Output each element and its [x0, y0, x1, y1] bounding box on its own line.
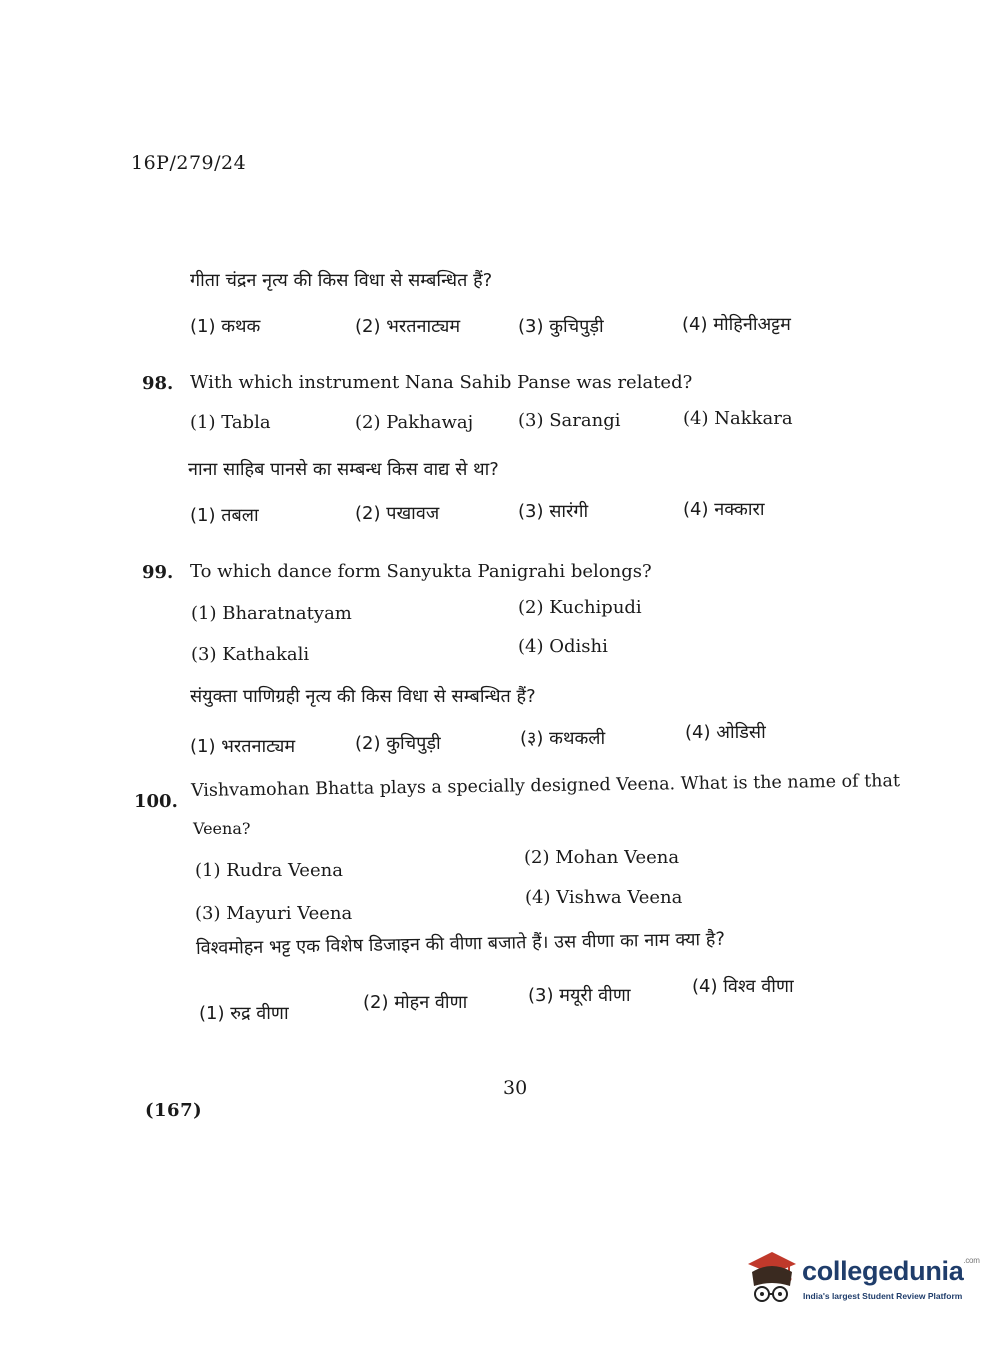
- q98-text: With which instrument Nana Sahib Panse was related?: [190, 372, 693, 393]
- q99-hi-option-4: (4) ओडिसी: [685, 722, 766, 743]
- q100-hi-option-2: (2) मोहन वीणा: [363, 992, 468, 1013]
- collegedunia-logo: [742, 1250, 980, 1312]
- q100-option-2: (2) Mohan Veena: [524, 847, 680, 868]
- q98-option-2: (2) Pakhawaj: [355, 412, 474, 433]
- q99-number: 99.: [142, 562, 174, 583]
- q100-number: 100.: [134, 791, 178, 812]
- q97-hi-option-3: (3) कुचिपुड़ी: [518, 316, 604, 337]
- mascot-icon: [742, 1250, 800, 1310]
- q97-hi-option-4: (4) मोहिनीअट्टम: [682, 314, 791, 335]
- q98-hi-option-1: (1) तबला: [190, 505, 259, 526]
- q100-text-line-1: Vishvamohan Bhatta plays a specially designed Veena. What is the name of that: [190, 771, 901, 801]
- q98-hi-option-3: (3) सारंगी: [518, 501, 589, 522]
- q100-option-1: (1) Rudra Veena: [195, 860, 343, 881]
- q97-hindi-text: गीता चंद्रन नृत्य की किस विधा से सम्बन्धित हैं?: [190, 270, 493, 291]
- q99-option-3: (3) Kathakali: [191, 644, 310, 665]
- q100-option-4: (4) Vishwa Veena: [525, 887, 683, 908]
- q97-hi-option-2: (2) भरतनाट्यम: [355, 316, 461, 337]
- q99-option-4: (4) Odishi: [518, 636, 608, 657]
- q97-hi-option-1: (1) कथक: [190, 316, 261, 337]
- q99-hi-option-2: (2) कुचिपुड़ी: [355, 733, 441, 754]
- q100-option-3: (3) Mayuri Veena: [195, 903, 353, 924]
- q99-text: To which dance form Sanyukta Panigrahi belongs?: [190, 561, 652, 582]
- q98-option-3: (3) Sarangi: [518, 410, 621, 431]
- q99-hi-option-1: (1) भरतनाट्यम: [190, 736, 296, 757]
- q99-hi-option-3: (३) कथकली: [520, 728, 606, 749]
- q98-number: 98.: [142, 373, 174, 394]
- page-number: 30: [503, 1077, 528, 1099]
- q100-hi-option-3: (3) मयूरी वीणा: [528, 985, 631, 1006]
- q100-hi-option-1: (1) रुद्र वीणा: [199, 1003, 289, 1024]
- q98-option-1: (1) Tabla: [190, 412, 271, 433]
- q98-hi-option-4: (4) नक्कारा: [683, 499, 765, 520]
- q100-hi-option-4: (4) विश्व वीणा: [692, 976, 794, 997]
- logo-tagline: India's largest Student Review Platform: [803, 1291, 963, 1301]
- q100-text-line-2: Veena?: [193, 819, 251, 838]
- footer-code: (167): [145, 1100, 203, 1121]
- q100-hindi-text: विश्वमोहन भट्ट एक विशेष डिजाइन की वीणा बजाते हैं। उस वीणा का नाम क्या है?: [195, 928, 726, 959]
- logo-wordmark: collegedunia$^{.com}$: [802, 1256, 980, 1286]
- q98-option-4: (4) Nakkara: [683, 408, 793, 429]
- q99-hindi-text: संयुक्ता पाणिग्रही नृत्य की किस विधा से सम्बन्धित हैं?: [190, 686, 536, 707]
- q98-hindi-text: नाना साहिब पानसे का सम्बन्ध किस वाद्य से था?: [188, 459, 499, 480]
- q98-hi-option-2: (2) पखावज: [355, 503, 440, 524]
- q99-option-2: (2) Kuchipudi: [518, 597, 642, 618]
- q99-option-1: (1) Bharatnatyam: [191, 603, 352, 624]
- paper-code: 16P/279/24: [131, 152, 247, 174]
